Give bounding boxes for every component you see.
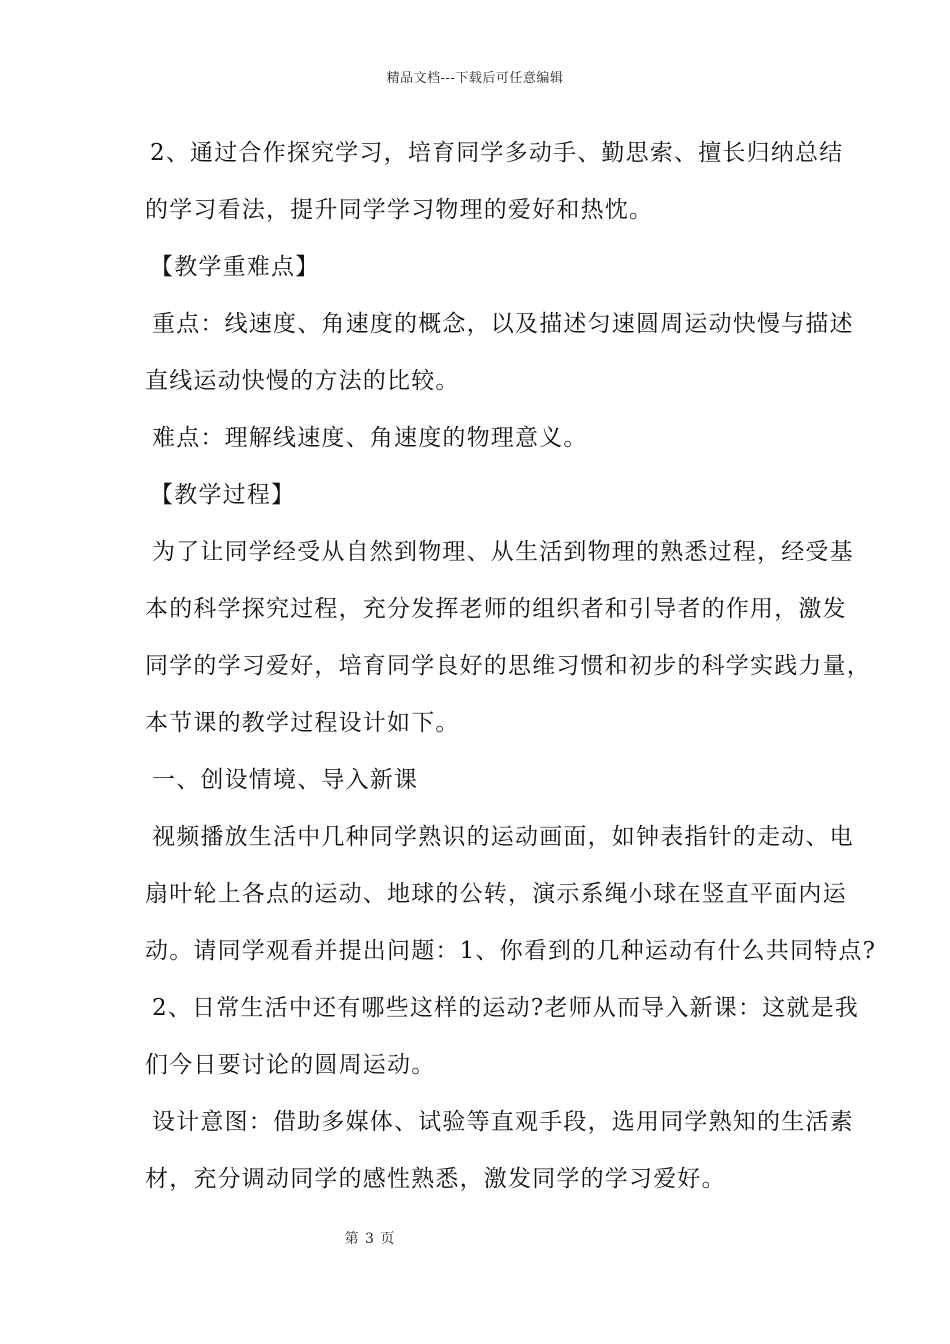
paragraph-line: 重点：线速度、角速度的概念，以及描述匀速圆周运动快慢与描述 [152, 311, 854, 337]
page-header: 精品文档---下载后可任意编辑 [386, 71, 564, 86]
paragraph-line: 动。请同学观看并提出问题：1、你看到的几种运动有什么共同特点? [145, 938, 877, 964]
paragraph-line: 难点：理解线速度、角速度的物理意义。 [152, 425, 588, 451]
paragraph-line: 们今日要讨论的圆周运动。 [145, 1052, 436, 1078]
paragraph-line: 2、通过合作探究学习，培育同学多动手、勤思索、擅长归纳总结 [150, 140, 844, 166]
paragraph-line: 同学的学习爱好，培育同学良好的思维习惯和初步的科学实践力量， [145, 653, 871, 679]
section-heading: 【教学过程】 [150, 482, 296, 508]
paragraph-line: 本的科学探究过程，充分发挥老师的组织者和引导者的作用，激发 [145, 596, 847, 622]
section-heading: 一、创设情境、导入新课 [152, 767, 419, 793]
paragraph-line: 为了让同学经受从自然到物理、从生活到物理的熟悉过程，经受基 [152, 539, 854, 565]
paragraph-line: 本节课的教学过程设计如下。 [145, 710, 460, 736]
paragraph-line: 材，充分调动同学的感性熟悉，激发同学的学习爱好。 [145, 1166, 726, 1192]
section-heading: 【教学重难点】 [150, 254, 320, 280]
page-number: 第 3 页 [344, 1231, 396, 1247]
paragraph-line: 的学习看法，提升同学学习物理的爱好和热忱。 [145, 197, 654, 223]
paragraph-line: 直线运动快慢的方法的比较。 [145, 368, 460, 394]
paragraph-line: 设计意图：借助多媒体、试验等直观手段，选用同学熟知的生活素 [152, 1109, 854, 1135]
paragraph-line: 视频播放生活中几种同学熟识的运动画面，如钟表指针的走动、电 [152, 824, 854, 850]
paragraph-line: 扇叶轮上各点的运动、地球的公转，演示系绳小球在竖直平面内运 [145, 881, 847, 907]
paragraph-line: 2、日常生活中还有哪些这样的运动?老师从而导入新课：这就是我 [152, 995, 859, 1021]
